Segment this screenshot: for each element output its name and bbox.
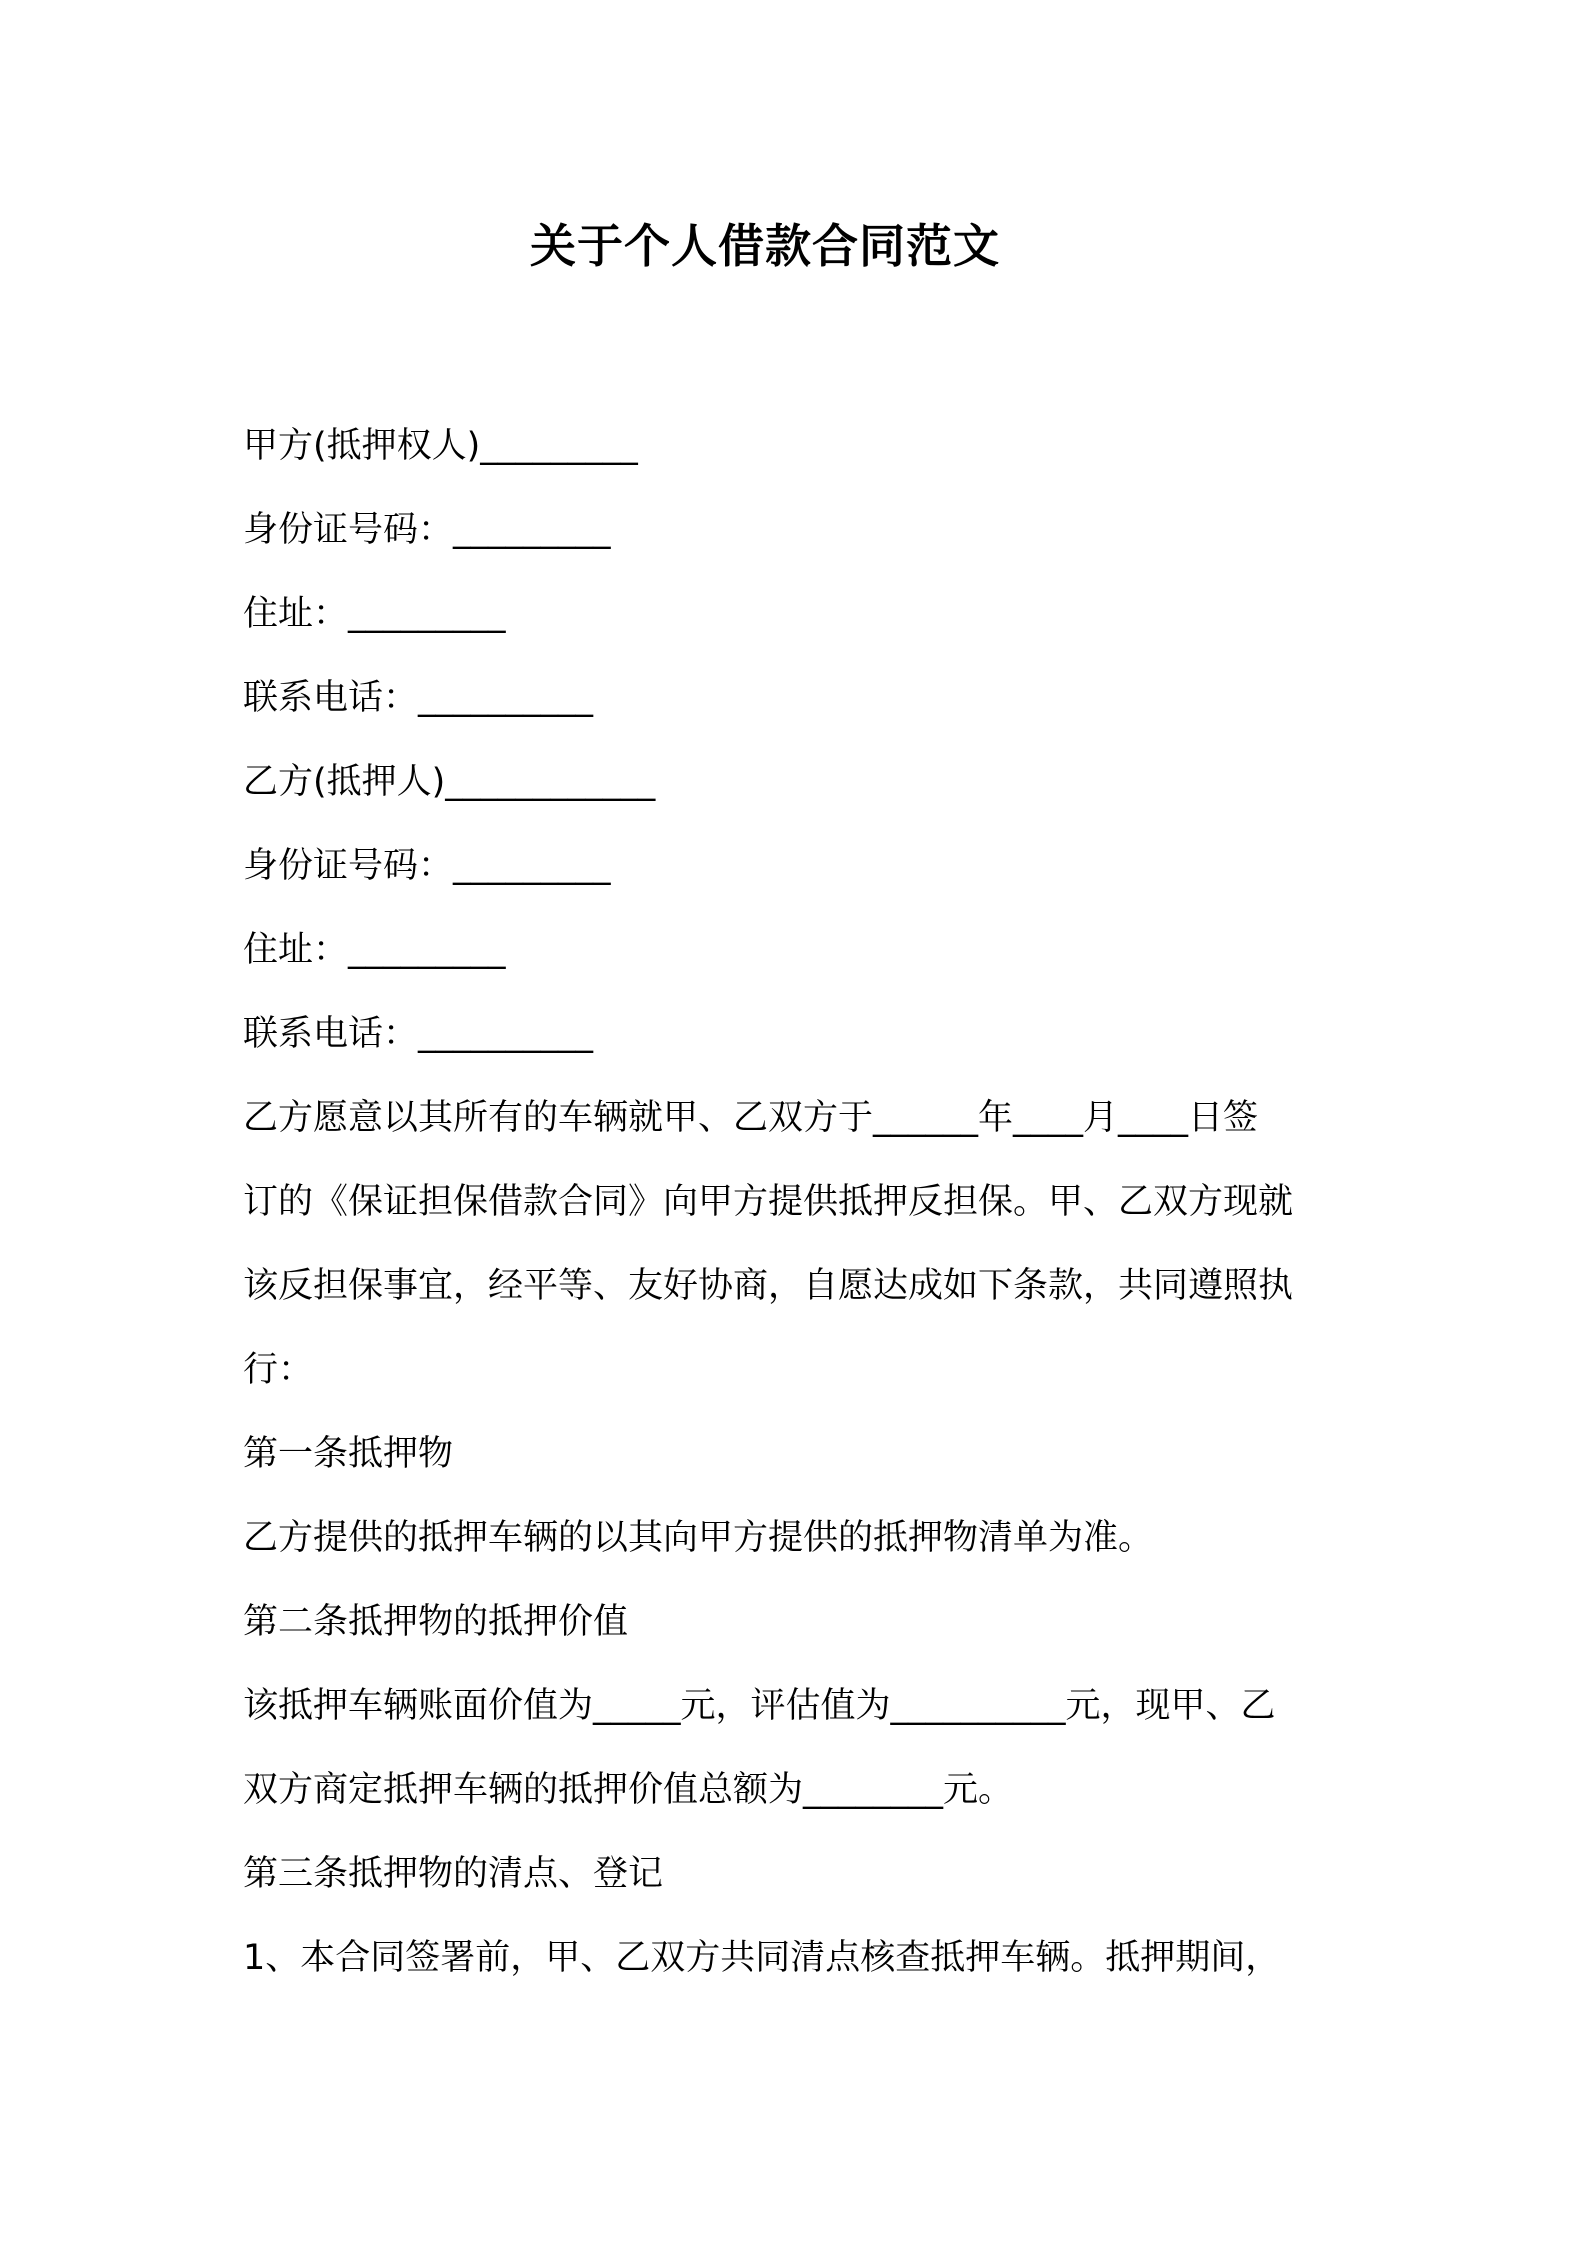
article-3-heading: 第三条抵押物的清点、登记 <box>243 1854 664 1894</box>
article-2-heading: 第二条抵押物的抵押价值 <box>243 1602 629 1642</box>
preamble-line: 行： <box>243 1350 314 1390</box>
article-1-text: 乙方提供的抵押车辆的以其向甲方提供的抵押物清单为准。 <box>243 1518 1154 1558</box>
preamble-line: 订的《保证担保借款合同》向甲方提供抵押反担保。甲、乙双方现就 <box>243 1182 1294 1222</box>
party-b-phone-line: 联系电话：__________ <box>243 1014 594 1054</box>
preamble-line: 该反担保事宜，经平等、友好协商，自愿达成如下条款，共同遵照执 <box>243 1266 1294 1306</box>
article-3-text: 1、本合同签署前，甲、乙双方共同清点核查抵押车辆。抵押期间， <box>243 1938 1281 1978</box>
article-1-heading: 第一条抵押物 <box>243 1434 454 1474</box>
document-title: 关于个人借款合同范文 <box>530 219 1000 273</box>
article-2-text: 该抵押车辆账面价值为_____元，评估值为__________元，现甲、乙 <box>243 1686 1276 1726</box>
preamble-line: 乙方愿意以其所有的车辆就甲、乙双方于______年____月____日签 <box>243 1098 1259 1138</box>
party-a-name-line: 甲方(抵押权人)_________ <box>243 426 638 466</box>
party-b-name-line: 乙方(抵押人)____________ <box>243 762 656 802</box>
party-a-address-line: 住址：_________ <box>243 594 506 634</box>
party-b-address-line: 住址：_________ <box>243 930 506 970</box>
article-2-text: 双方商定抵押车辆的抵押价值总额为________元。 <box>243 1770 1014 1810</box>
document-body <box>243 404 1363 2000</box>
party-a-id-line: 身份证号码：_________ <box>243 510 611 550</box>
party-b-id-line: 身份证号码：_________ <box>243 846 611 886</box>
party-a-phone-line: 联系电话：__________ <box>243 678 594 718</box>
